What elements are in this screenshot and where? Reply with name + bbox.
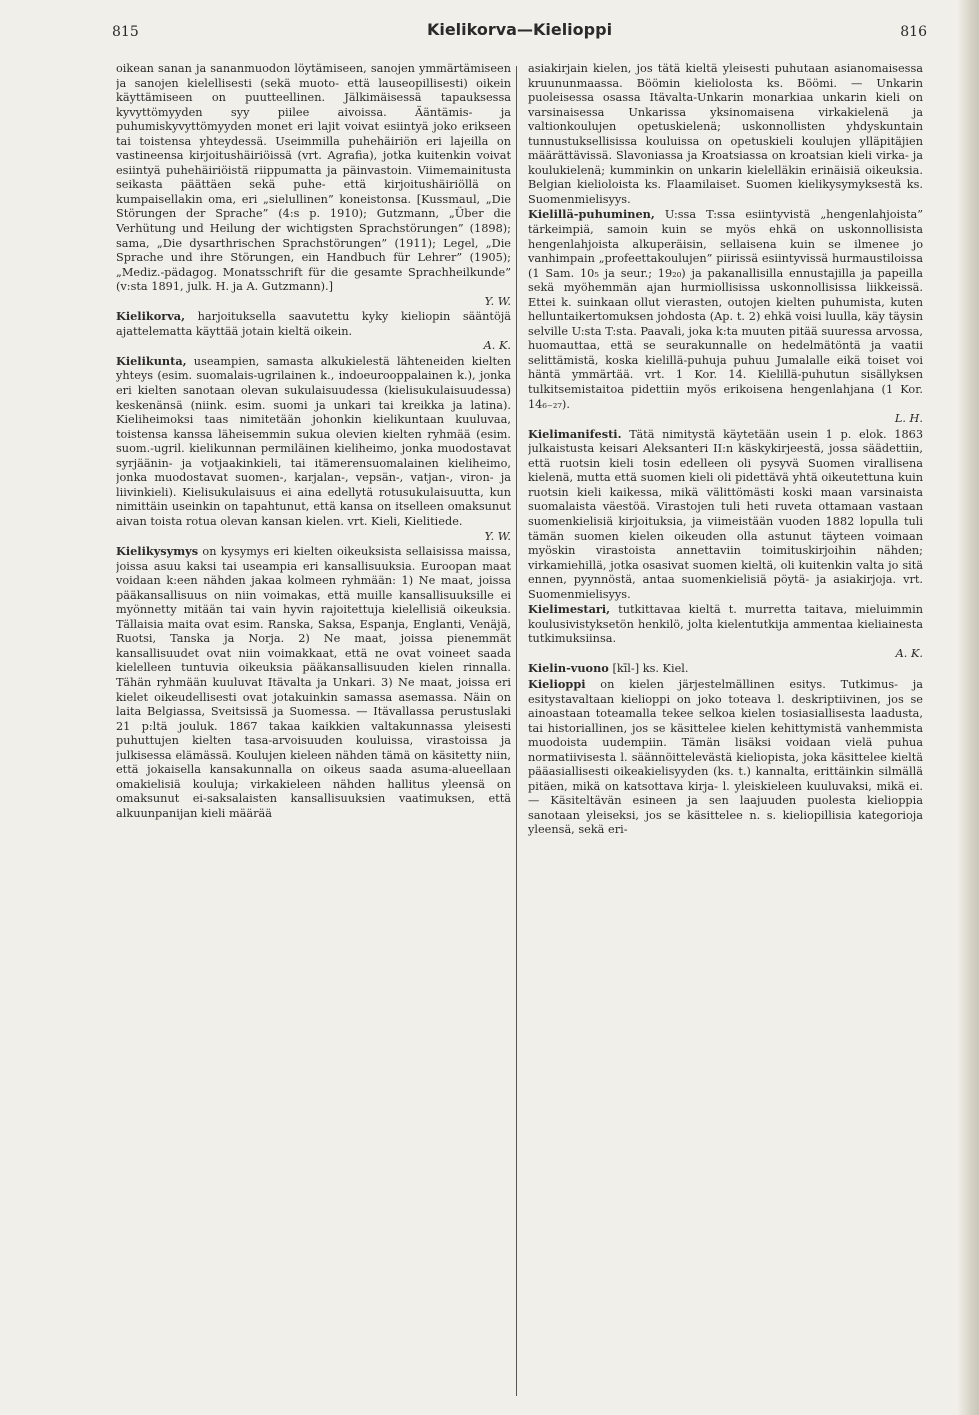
entry-signature: Y. W. xyxy=(484,529,511,543)
right-column xyxy=(528,62,923,1392)
headword: Kielillä-puhuminen, xyxy=(528,207,655,222)
entry-continuation: asiakirjain kielen, jos tätä kieltä yleisesti puhutaan asianomaisessa kruununmaassa. Böömin kieliolosta ks. Böömi. — Unkarin puoleisessa osassa Itävalta-Unkarin monarkiaa unkarin kieli on varsinaisessa Unkarissa yksinomaisena virkakielenä ja valtionkoulujen opetuskielenä; uskonnollisten yhdyskuntain tunnustuksellisissa kouluissa on opetuskieli koulujen ylläpitäjien määrättävissä. Slavoniassa ja Kroatsiassa on kroatsian kieli virka- ja koulukielenä; kumminkin on unkarin kielelläkin erinäisiä oikeuksia. Belgian kielioloista ks. Flaamilaiset. Suomen kielikysymyksestä ks. Suomenmielisyys. xyxy=(528,62,923,206)
headword: Kielikorva, xyxy=(116,309,186,324)
running-title: Kielikorva—Kielioppi xyxy=(426,20,613,39)
entry-kielioppi: Kielioppi on kielen järjestelmällinen esitys. Tutkimus- ja esitystavaltaan kielioppi on joko toteava l. deskriptiivinen, jos se ainoastaan toteamalla tekee selkoa kielen tosiasiallisesta laadusta, tai historiallinen, jos se käsittelee kielen kehittymistä vanhemmista muodoista uudempiin. Tämän lisäksi voidaan vielä puhua normatiivisesta l. säännöittelevästä kieliopista, joka käsittelee kieltä pääasiallisesti oikeakielisyyden (ks. t.) kannalta, erittäinkin silmällä pitäen, mikä on katsottava kirja- l. yleiskieleen kuuluvaksi, mikä ei. — Käsiteltävän esineen ja sen laajuuden puolesta kielioppia sanotaan yleiseksi, jos se käsittelee n. s. kieliopillisia kategorioja yleensä, sekä eri- xyxy=(528,676,923,837)
entry-signature: A. K. xyxy=(483,339,511,353)
entry-kielikorva: Kielikorva, harjoituksella saavutettu kyky kieliopin sääntöjä ajattelematta käyttää jotain kieltä oikein. A. K. xyxy=(116,309,511,353)
entry-kielin-vuono: Kielin-vuono [kīl-] ks. Kiel. xyxy=(528,661,689,676)
headword: Kielikunta, xyxy=(116,353,187,368)
page-edge-shadow xyxy=(957,0,979,1415)
entry-kielikysymys: Kielikysymys on kysymys eri kielten oikeuksista sellaisissa maissa, joissa asuu kaksi tai useampia eri kansallisuuksia. Euroopan maat voidaan k:een nähden jakaa kolmeen ryhmään: 1) Ne maat, joissa pääkansallisuus on niin voimakas, että muille kansallisuuksille ei myönnetty mitään tai vain hyvin rajoitettuja kielellisiä oikeuksia. Tällaisia maita ovat esim. Ranska, Saksa, Espanja, Englanti, Venäjä, Ruotsi, Tanska ja Norja. 2) Ne maat, joissa pienemmät kansallisuudet ovat niin voimakkaat, että ne ovat voineet saada kielelleen tuntuvia oikeuksia pääkansallisuuden kielen rinnalla. Tähän ryhmään kuuluvat Itävalta ja Unkari. 3) Ne maat, joissa eri kielet oikeudellisesti ovat jotakuinkin samassa asemassa. Näin on laita Belgiassa, Sveitsissä ja Suomessa. — Itävallassa perustuslaki 21 p:ltä jouluk. 1867 takaa kaikkien valtakunnassa yleisesti puhuttujen kielten tasa-arvoisuuden kouluissa, virastoissa ja julkisessa elämässä. Koulujen kieleen nähden tämä on käsitetty niin, että jokaisella kansakunnalla on oikeus saada asuma-alueellaan omakielisiä kouluja; virkakieleen nähden hallitus yleensä on omaksunut ei-saksalaisten kansallisuuksien vaatimuksen, että alkuunpanijan kieli määrää xyxy=(116,544,511,820)
entry-signature: L. H. xyxy=(894,412,923,426)
page-header xyxy=(112,14,927,54)
left-column xyxy=(116,62,511,1392)
entry-kielilla-puhuminen: Kielillä-puhuminen, U:ssa T:ssa esiintyvistä „hengenlahjoista” tärkeimpiä, samoin kuin se myös ehkä on uskonnollisista hengenlahjoista alkuperäisin, sellaisena kuin se ilmenee jo vanhimpain „profeettakoulujen” piirissä esiintyvissä hurmaustiloissa (1 Sam. 10₅ ja seur.; 19₂₀) ja pakanallisilla ennustajilla ja papeilla sekä myöhemmän ajan hurmiollisissa uskonnollisissa liikkeissä. Ettei k. suinkaan ollut vierasten, outojen kielten puhumista, kuten helluntaikertomuksen johdosta (Ap. t. 2) ehkä voisi luulla, käy täysin selville U:sta T:sta. Paavali, joka k:ta muuten pitää suuressa arvossa, huomauttaa, että se seurakunnalle on hedelmätöntä ja vaatii selittämistä, koska kielillä-puhuja puhuu Jumalalle eikä toiset voi häntä ymmärtää. vrt. 1 Kor. 14. Kielillä-puhutun sisällyksen tulkitsemistaitoa pidettiin myös erikoisena hengenlahjana (1 Kor. 14₆₋₂₇). L. H. xyxy=(528,207,923,426)
headword: Kielioppi xyxy=(528,676,586,691)
entry-continuation: oikean sanan ja sananmuodon löytämiseen, sanojen ymmärtämiseen ja sanojen kielellisesti (sekä muoto- että lauseopillisesti) oikein käyttämiseen on puutteellinen. Jälkimäisessä tapauksessa kyvyttömyyden syy piilee aivoissa. Ääntämis- ja puhumiskyvyttömyyden monet eri lajit voivat esiintyä joko erikseen tai toistensa yhteydessä. Useimmilla puhehäiriön eri lajeilla on vastineensa kirjoitushäiriöissä (vrt. Agrafia), jotka kuitenkin voivat esiintyä puhehäiriöistä riippumatta ja päinvastoin. Viimemainitusta seikasta päättäen sekä puhe- että kirjoitushäiriöllä on kumpaisellakin oma, eri „sielullinen” koneistonsa. [Kussmaul, „Die Störungen der Sprache” (4:s p. 1910); Gutzmann, „Über die Verhütung und Heilung der wichtigsten Sprachstörungen” (1898); sama, „Die dysarthrischen Sprachstörungen” (1911); Legel, „Die Sprache und ihre Störungen, ein Handbuch für Lehrer” (1905); „Mediz.-pädagog. Monatsschrift für die gesamte Sprachheilkunde” (v:sta 1891, julk. H. ja A. Gutzmann).] Y. W. xyxy=(116,62,511,308)
headword: Kielin-vuono xyxy=(528,661,609,676)
right-page-number: 816 xyxy=(900,24,927,40)
column-divider xyxy=(516,66,517,1396)
headword: Kielimanifesti. xyxy=(528,426,622,441)
left-page-number: 815 xyxy=(112,24,139,40)
headword: Kielimestari, xyxy=(528,602,611,617)
entry-kielimestari: Kielimestari, tutkittavaa kieltä t. murretta taitava, mieluimmin koulusivistyksetön henkilö, jolta kielentutkija ammentaa kieliainesta tutkimuksiinsa. A. K. xyxy=(528,602,923,660)
entry-signature: Y. W. xyxy=(484,294,511,308)
entry-kielikunta: Kielikunta, useampien, samasta alkukielestä lähteneiden kielten yhteys (esim. suomalais-ugrilainen k., indoeurooppalainen k.), jonka eri kielten sanotaan olevan sukulaisuudessa (kielisukulaisuudessa) keskenänsä (niink. esim. suomi ja unkari tai kreikka ja latina). Kieliheimoksi taas nimitetään johonkin kielikuntaan kuuluvaa, toistensa kanssa läheisemmin sukua olevien kielten ryhmää (esim. suom.-ugril. kielikunnan permiläinen kieliheimo, jonka muodostavat syrjäänin- ja votjaakinkieli, tai itämerensuomalainen kieliheimo, jonka muodostavat suomen-, karjalan-, vepsän-, vatjan-, viron- ja liivinkieli). Kielisukulaisuus ei aina edellytä rotusukulaisuutta, kun nimittäin useinkin on tapahtunut, että kansa on itselleen omaksunut aivan toista rotua olevan kansan kielen. vrt. Kieli, Kielitiede. Y. W. xyxy=(116,353,511,543)
entry-kielimanifesti: Kielimanifesti. Tätä nimitystä käytetään usein 1 p. elok. 1863 julkaistusta keisari Aleksanteri II:n käskykirjeestä, jossa säädettiin, että ruotsin kieli tosin edelleen oli pysyvä Suomen virallisena kielenä, mutta että suomen kieli oli pidettävä yhtä oikeutettuna kuin ruotsin kieli kaikessa, mikä välittömästi koski maan varsinaista suomalaista väestöä. Virastojen tuli heti ruveta ottamaan vastaan suomenkielisiä kirjoituksia, ja viimeistään vuoden 1882 lopulla tuli tämän suomen kielen oikeuden olla astunut täyteen voimaan myöskin virastoista annettaviin toimituskirjoihin nähden; virkamiehillä, jotka osasivat suomen kieltä, oli kuitenkin valta jo sitä ennen, pyynnöstä, antaa suomenkielisiä pöytä- ja asiakirjoja. vrt. Suomenmielisyys. xyxy=(528,426,923,601)
entry-signature: A. K. xyxy=(895,646,923,660)
headword: Kielikysymys xyxy=(116,544,199,559)
